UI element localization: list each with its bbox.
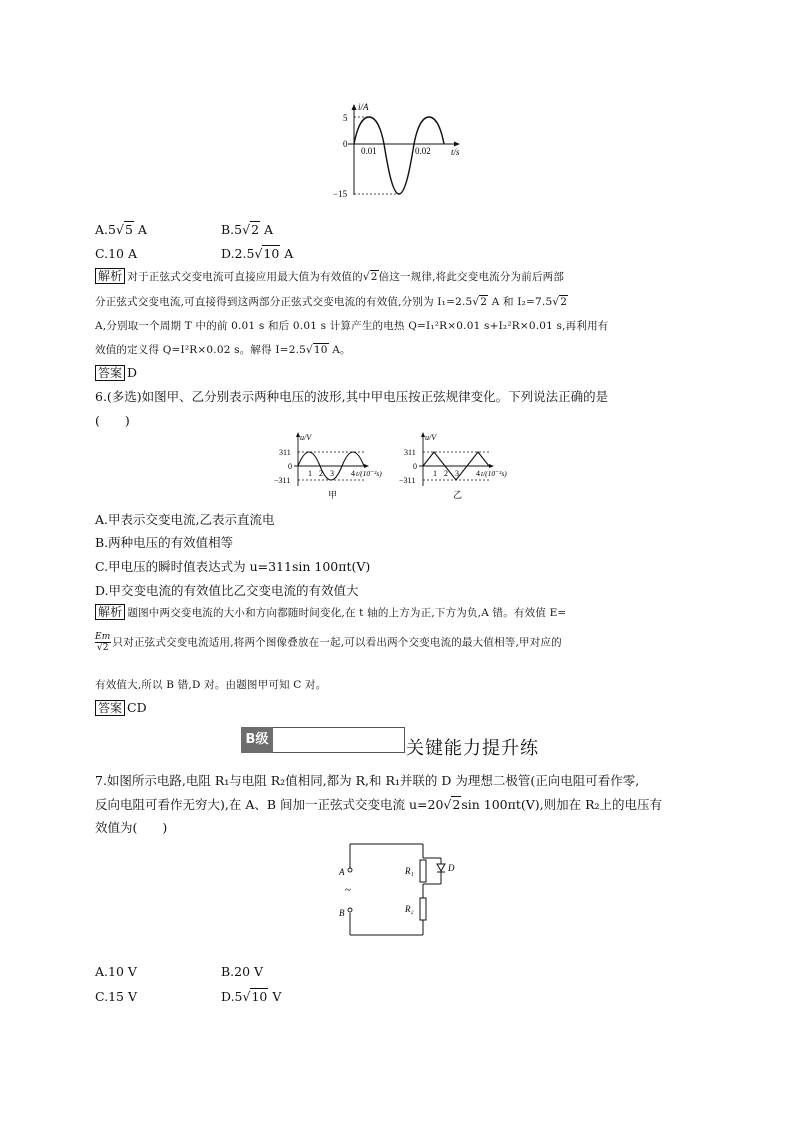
answer-tag: 答案 [95,365,125,381]
terminal-a [348,868,352,872]
tick-002: 0.02 [415,146,431,156]
svg-text:4: 4 [351,469,355,478]
q5-option-d[interactable]: D.2.5√10 A [221,246,294,261]
section-level-badge: B级 [241,727,273,753]
x-axis-label: t/s [451,147,460,157]
voltage-figure-b [399,430,524,502]
answer-tag: 答案 [95,700,125,716]
x-axis-arrow [454,142,460,147]
svg-text:3: 3 [455,469,459,478]
svg-text:3: 3 [330,469,334,478]
svg-text:u/V: u/V [300,433,312,442]
tick-0: 0 [343,139,348,149]
diode-d [437,864,445,871]
svg-text:2: 2 [319,469,323,478]
q6-analysis-line-3: 有效值大,所以 B 错,D 对。由题图甲可知 C 对。 [95,679,327,691]
svg-text:B: B [339,908,345,918]
caption-yi: 乙 [453,490,463,500]
q6-option-c[interactable]: C.甲电压的瞬时值表达式为 u=311sin 100πt(V) [95,559,371,574]
y-axis-label: i/A [358,102,369,112]
q5-answer: 答案 D [95,365,137,381]
q7-option-a[interactable]: A.10 V [95,964,137,979]
q6-option-a[interactable]: A.甲表示交变电流,乙表示直流电 [95,512,275,527]
svg-text:~: ~ [345,884,351,896]
q5-analysis-line-2: 分正弦式交变电流,可直接得到这两部分正弦式交变电流的有效值,分别为 I₁=2.5√2 A 和 I₂=7.5√2 [95,296,568,308]
circuit-diagram [330,838,470,943]
svg-text:0: 0 [288,462,292,471]
svg-text:2: 2 [444,469,448,478]
q5-analysis-line-3: A,分别取一个周期 T 中的前 0.01 s 和后 0.01 s 计算产生的电热 Q=I₁²R×0.01 s+I₂²R×0.01 s,再利用有 [95,320,609,332]
tick-001: 0.01 [361,146,377,156]
section-title: 关键能力提升练 [406,738,539,759]
svg-text:−311: −311 [274,476,291,485]
svg-text:0: 0 [413,462,417,471]
svg-text:t/(10⁻²s): t/(10⁻²s) [356,469,382,478]
q6-answer: 答案 CD [95,700,147,716]
terminal-b [348,908,352,912]
caption-jia: 甲 [328,490,338,500]
q5-analysis-line-4: 效值的定义得 Q=I²R×0.02 s。解得 I=2.5√10 A。 [95,344,351,356]
q7-stem-line-1: 7.如图所示电路,电阻 R₁与电阻 R₂值相同,都为 R,和 R₁并联的 D 为理想二极管(正向电阻可看作零, [95,773,640,788]
svg-text:R₂: R₂ [405,904,414,914]
q7-option-b[interactable]: B.20 V [221,964,264,979]
svg-text:A: A [339,867,345,877]
svg-text:1: 1 [308,469,312,478]
q7-stem-line-2: 反向电阻可看作无穷大),在 A、B 间加一正弦式交变电流 u=20√2sin 100πt(V),则加在 R₂上的电压有 [95,797,663,812]
q7-option-d[interactable]: D.5√10 V [221,989,282,1004]
q5-option-a[interactable]: A.5√5 A [95,222,147,237]
q6-option-b[interactable]: B.两种电压的有效值相等 [95,535,234,550]
q6-analysis-line-1: 解析 题图中两交变电流的大小和方向都随时间变化,在 t 轴的上方为正,下方为负,A 错。有效值 E= [95,604,566,621]
y-axis-arrow [352,104,357,110]
tick-5: 5 [343,113,348,123]
svg-text:t/(10⁻²s): t/(10⁻²s) [481,469,507,478]
q6-stem: 6.(多选)如图甲、乙分别表示两种电压的波形,其中甲电压按正弦规律变化。下列说法正确的是 [95,389,609,404]
svg-text:−311: −311 [399,476,416,485]
svg-text:R₁: R₁ [405,866,414,876]
q5-option-c[interactable]: C.10 A [95,246,137,261]
svg-text:1: 1 [433,469,437,478]
q6-option-d[interactable]: D.甲交变电流的有效值比乙交变电流的有效值大 [95,583,359,598]
svg-text:u/V: u/V [425,433,437,442]
svg-text:311: 311 [404,448,416,457]
svg-text:D: D [448,863,455,873]
current-waveform-figure [330,100,470,205]
resistor-r1 [420,860,426,882]
q7-stem-line-3: 效值为( ) [95,820,168,835]
tick-minus-15: −15 [333,189,348,199]
svg-text:311: 311 [279,448,291,457]
resistor-r2 [420,898,426,920]
analysis-tag: 解析 [95,268,125,284]
q5-option-b[interactable]: B.5√2 A [221,222,274,237]
analysis-tag: 解析 [95,604,125,620]
q7-option-c[interactable]: C.15 V [95,989,137,1004]
svg-text:4: 4 [476,469,480,478]
q6-analysis-line-2: $\frac{Em}{√2}$ 只对正弦式交变电流适用,将两个图像叠放在一起,可以看出两个交变电流的最大值相等,甲对应的 [95,632,562,653]
voltage-figure-a [274,430,399,502]
q6-paren: ( ) [95,413,130,428]
q5-analysis-line-1: 解析 对于正弦式交变电流可直接应用最大值为有效值的√2倍这一规律,将此交变电流分为前后两部 [95,268,564,285]
